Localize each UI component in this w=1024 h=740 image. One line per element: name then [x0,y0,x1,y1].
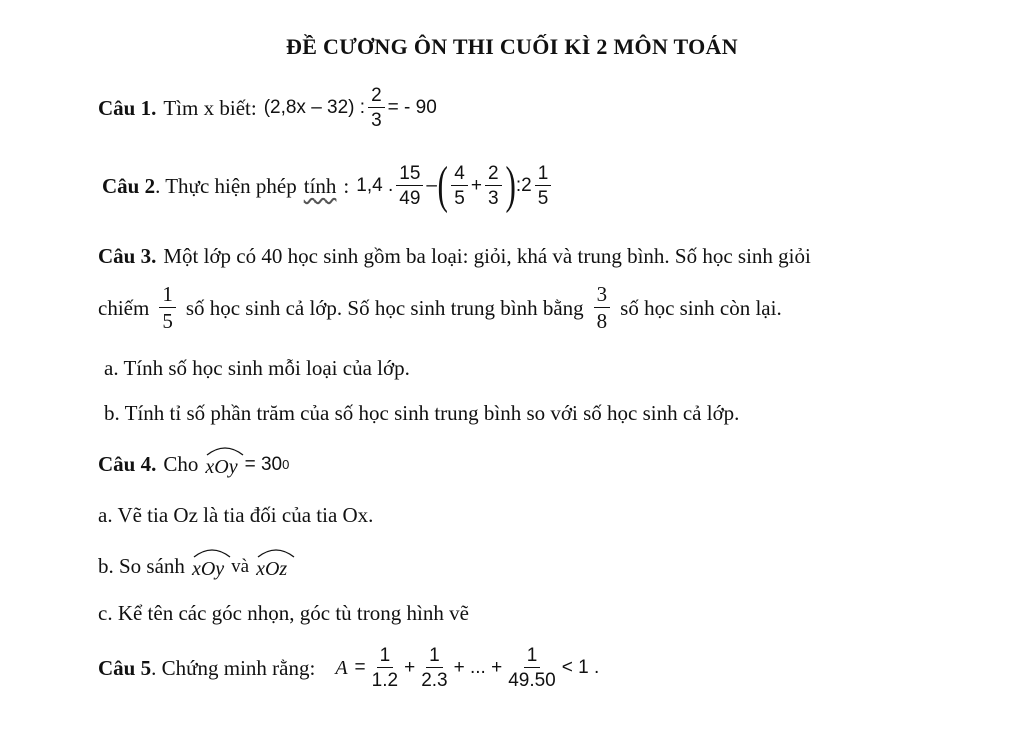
q2-mixed-number: 2 $\frac{1}{5}$ [521,164,554,208]
q2-minus: – [426,175,437,196]
question-3-line-1 [98,244,811,269]
q5-plus: + [404,657,416,678]
q2-text-wavy: tính [303,173,337,198]
q5-tail: < 1 . [561,657,600,678]
q2-text-post: : [343,173,350,198]
q1-text: Tìm x biết: [163,95,257,120]
q5-dots: + ... + [453,657,503,678]
q4-b-and: và [231,555,250,577]
q2-fraction-1: $\frac{15}{49}$ [396,164,423,208]
q4-degree: 0 [282,457,290,472]
question-1 [98,86,437,130]
q3-fraction-1: $\frac{1}{5}$ [159,284,176,332]
q4-b-angle-xoy: xOy [192,552,224,581]
q5-fraction-2: $\frac{1}{2.3}$ [421,645,448,691]
q5-text: . Chứng minh rằng: [151,655,316,680]
q3-label: Câu 3. [98,244,157,268]
q2-left-paren: ( [437,157,448,214]
q1-label: Câu 1. [98,95,157,120]
q4-b-angle-xoz: xOz [256,552,287,581]
q2-fraction-4: $\frac{1}{5}$ [535,164,552,208]
page-title: ĐỀ CƯƠNG ÔN THI CUỐI KÌ 2 MÔN TOÁN [286,34,738,59]
q3-part-a: a. Tính số học sinh mỗi loại của lớp. [104,356,410,380]
angle-hat-icon [256,546,296,558]
q4-part-c: c. Kể tên các góc nhọn, góc tù trong hình vẽ [98,601,469,625]
q1-expr-left: (2,8x – 32) : [263,97,366,118]
q4-part-a: a. Vẽ tia Oz là tia đối của tia Ox. [98,503,374,527]
question-3-line-2 [98,284,782,332]
q2-label: Câu 2 [102,173,156,198]
q4-label: Câu 4. [98,452,157,476]
q3-line2-b: số học sinh cả lớp. Số học sinh trung bình bằng [185,295,584,320]
q2-plus: + [470,175,482,196]
q2-colon: : [515,175,522,196]
question-2 [102,157,554,214]
q5-eq: = [354,657,366,678]
q5-A: A [335,656,348,679]
question-5 [98,646,599,690]
angle-hat-icon [205,444,245,456]
q3-fraction-2: $\frac{3}{8}$ [594,284,611,332]
q4-angle-xoy: xOy [205,450,237,479]
q2-m1: 1,4 . [356,175,394,196]
angle-hat-icon [192,546,232,558]
q3-line2-c: số học sinh còn lại. [620,295,782,320]
question-4 [98,450,289,479]
q3-line1: Một lớp có 40 học sinh gồm ba loại: giỏi, khá và trung bình. Số học sinh giỏi [163,244,811,268]
q1-fraction: $\frac{2}{3}$ [368,86,385,130]
q2-text-pre: . Thực hiện phép [155,173,297,198]
q5-label: Câu 5 [98,655,152,680]
q4-b-pre: b. So sánh [98,554,185,578]
q4-text: Cho [163,452,199,476]
q5-fraction-3: $\frac{1}{49.50}$ [508,645,556,691]
q5-fraction-1: $\frac{1}{1.2}$ [371,645,399,691]
q3-part-b: b. Tính tỉ số phần trăm của số học sinh trung bình so với số học sinh cả lớp. [104,401,740,425]
q1-expr-right: = - 90 [387,97,437,118]
q2-right-paren: ) [505,157,516,214]
q4-part-b [98,552,287,581]
q2-fraction-3: $\frac{2}{3}$ [485,164,502,208]
q3-line2-a: chiếm [98,295,150,320]
q4-eq: = 30 [244,453,283,475]
q2-fraction-2: $\frac{4}{5}$ [451,164,468,208]
